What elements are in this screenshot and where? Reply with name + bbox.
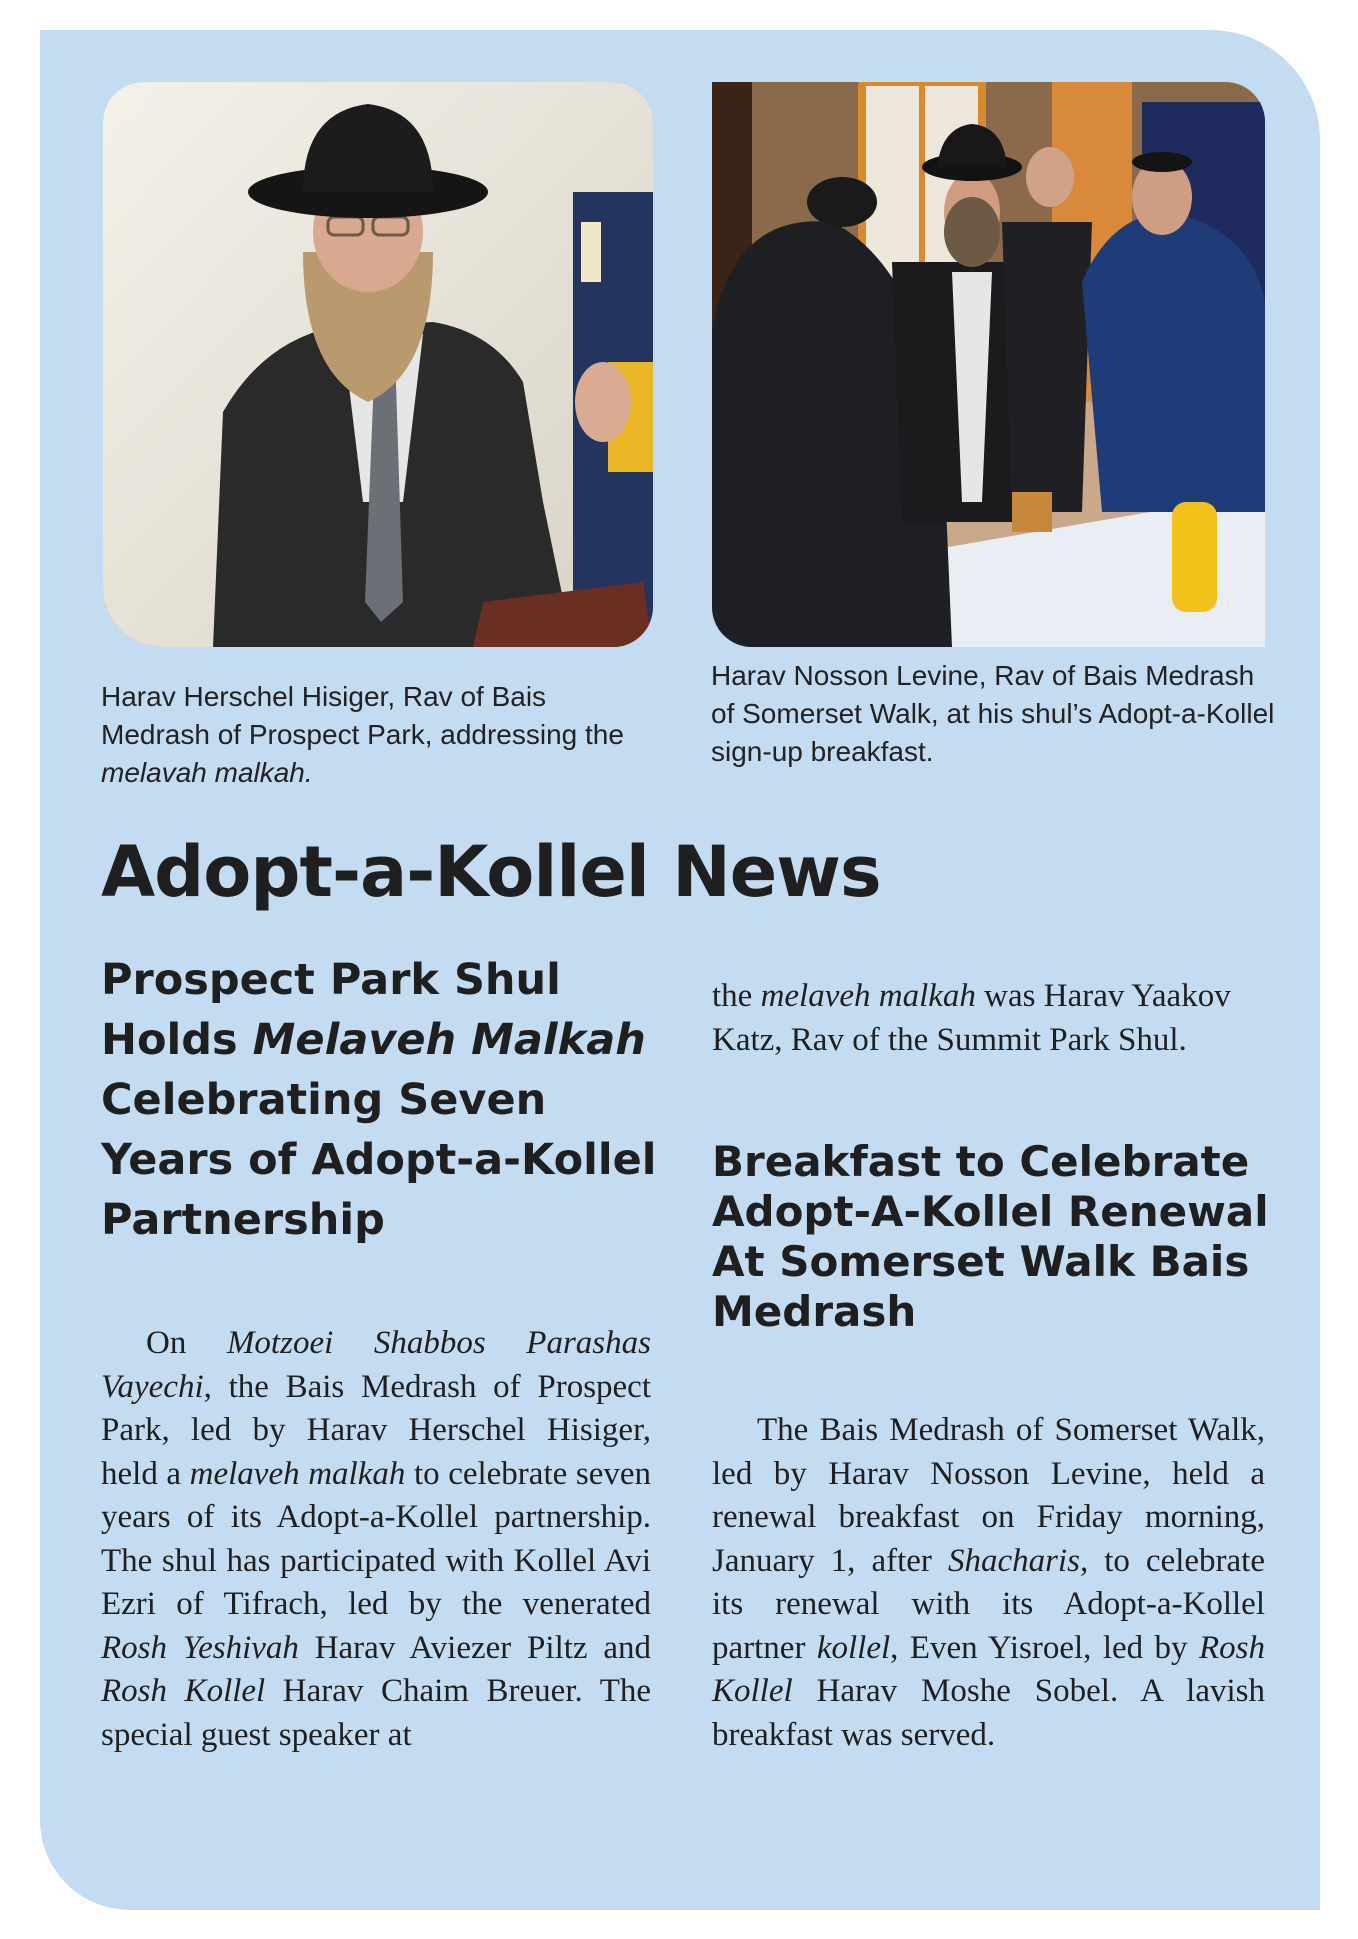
article-1-body xyxy=(101,1322,651,1757)
a2-text-d: kollel xyxy=(816,1629,891,1666)
a1-text-g: Harav Aviezer Piltz and xyxy=(298,1629,651,1666)
a1-text-f: Rosh Yeshivah xyxy=(101,1629,299,1666)
article-1-title-italic: Melaveh Malkah xyxy=(252,1015,646,1065)
article-1-title-b: Celebrating Seven Years of Adopt-a-Kollel Partnership xyxy=(101,1075,657,1245)
article-2-title: Breakfast to Celebrate Adopt-A-Kollel Renewal At Somerset Walk Bais Medrash xyxy=(712,1137,1269,1336)
a2-text-b: Shacharis xyxy=(947,1542,1080,1579)
article-2-body xyxy=(712,1409,1265,1757)
article-1-title-a: Prospect Park Shul Holds xyxy=(101,955,561,1065)
photo-caption-left xyxy=(101,678,661,792)
photo-caption-right: Harav Nosson Levine, Rav of Bais Medrash of Somerset Walk, at his shul’s Adopt-a-Kollel sign-up breakfast. xyxy=(711,660,1275,767)
a1-text-i: Harav Chaim Breuer. The special guest speaker at xyxy=(101,1673,652,1753)
article-1-continuation xyxy=(712,975,1265,1062)
a1-text-a: On xyxy=(146,1325,227,1361)
a1-cont-b: melaveh malkah xyxy=(760,978,976,1014)
a2-text-e: , Even Yisroel, led by xyxy=(890,1629,1199,1666)
a2-text-f: Rosh Kollel xyxy=(712,1629,1265,1709)
a1-cont-c: was Harav Yaakov Katz, Rav of the Summit Park Shul. xyxy=(712,978,1231,1058)
a1-cont-a: the xyxy=(712,978,761,1014)
photo-harav-hisiger xyxy=(103,82,653,647)
caption-left-text: Harav Herschel Hisiger, Rav of Bais Medrash of Prospect Park, addressing the xyxy=(101,681,624,750)
a2-text-g: Harav Moshe Sobel. A lavish breakfast was served. xyxy=(712,1673,1265,1753)
a1-text-d: melaveh malkah xyxy=(189,1455,406,1492)
a2-text-a: The Bais Medrash of Somerset Walk, led by Harav Nosson Levine, held a renewal breakfast on Friday morning, January 1, after xyxy=(712,1412,1265,1579)
caption-left-italic: melavah malkah. xyxy=(101,757,313,788)
page-headline: Adopt-a-Kollel News xyxy=(101,831,881,913)
a1-text-b: Motzoei Shabbos Parashas Vayechi xyxy=(101,1325,651,1405)
a1-text-e: to celebrate seven years of its Adopt-a-Kollel partnership. The shul has participated with Kollel Avi Ezri of Tifrach, led by the venerated xyxy=(101,1455,651,1622)
a1-text-h: Rosh Kollel xyxy=(101,1673,266,1709)
a2-text-c: , to celebrate its renewal with its Adopt-a-Kollel partner xyxy=(712,1542,1265,1666)
photo-harav-levine-breakfast xyxy=(712,82,1265,647)
a1-text-c: , the Bais Medrash of Prospect Park, led by Harav Herschel Hisiger, held a xyxy=(101,1368,651,1492)
article-1-title xyxy=(101,950,661,1250)
